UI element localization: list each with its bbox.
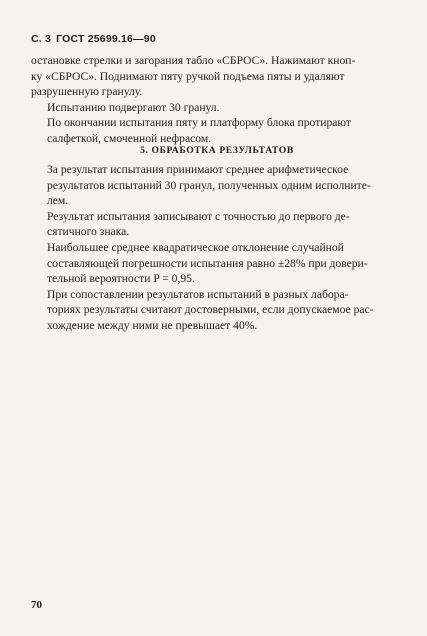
paragraph-cleaning: [31, 115, 403, 146]
text-line: остановке стрелки и загорания табло «СБРОС». Нажимают кноп-: [31, 54, 356, 67]
text-line: разрушенную гранулу.: [31, 85, 143, 99]
text-line: Наибольшее среднее квадратическое отклонение случайной: [47, 240, 344, 254]
page-number: 70: [31, 599, 42, 611]
paragraph-error-deviation: [31, 240, 403, 287]
text-line: По окончании испытания пяту и платформу блока протирают: [47, 116, 351, 130]
paragraph-granule-count: [31, 100, 403, 116]
text-line: сятичного знака.: [47, 225, 130, 239]
text-line: За результат испытания принимают среднее арифметическое: [47, 163, 349, 176]
text-line: салфеткой, смоченной нефрасом.: [47, 131, 212, 145]
paragraph-procedure-end: [31, 53, 403, 100]
text-line: тельной вероятности P = 0,95.: [47, 272, 195, 286]
section-heading: 5. ОБРАБОТКА РЕЗУЛЬТАТОВ: [140, 145, 294, 156]
page-label: С. 3: [31, 33, 52, 45]
paragraph-result-precision: [31, 209, 403, 240]
page-header: [31, 33, 156, 45]
text-line: Результат испытания записывают с точностью до первого де-: [47, 209, 350, 223]
text-line: результатов испытаний 30 гранул, полученных одним исполните-: [47, 178, 371, 192]
intro-text: [31, 53, 403, 147]
text-line: ку «СБРОС». Поднимают пяту ручкой подъема пяты и удаляют: [31, 69, 345, 83]
text-line: составляющей погрешности испытания равно ±28% при довери-: [47, 256, 368, 270]
paragraph-lab-comparison: [31, 287, 403, 334]
paragraph-result-definition: [31, 162, 403, 209]
text-line: хождение между ними не превышает 40%.: [47, 318, 258, 332]
text-line: ториях результаты считают достоверными, если допускаемое рас-: [47, 303, 374, 317]
text-line: При сопоставлении результатов испытаний в разных лабора-: [47, 287, 349, 301]
standard-number: ГОСТ 25699.16—90: [56, 33, 156, 45]
text-line: лем.: [47, 194, 69, 208]
results-section-text: [31, 162, 403, 334]
text-line: Испытанию подвергают 30 гранул.: [47, 100, 220, 114]
